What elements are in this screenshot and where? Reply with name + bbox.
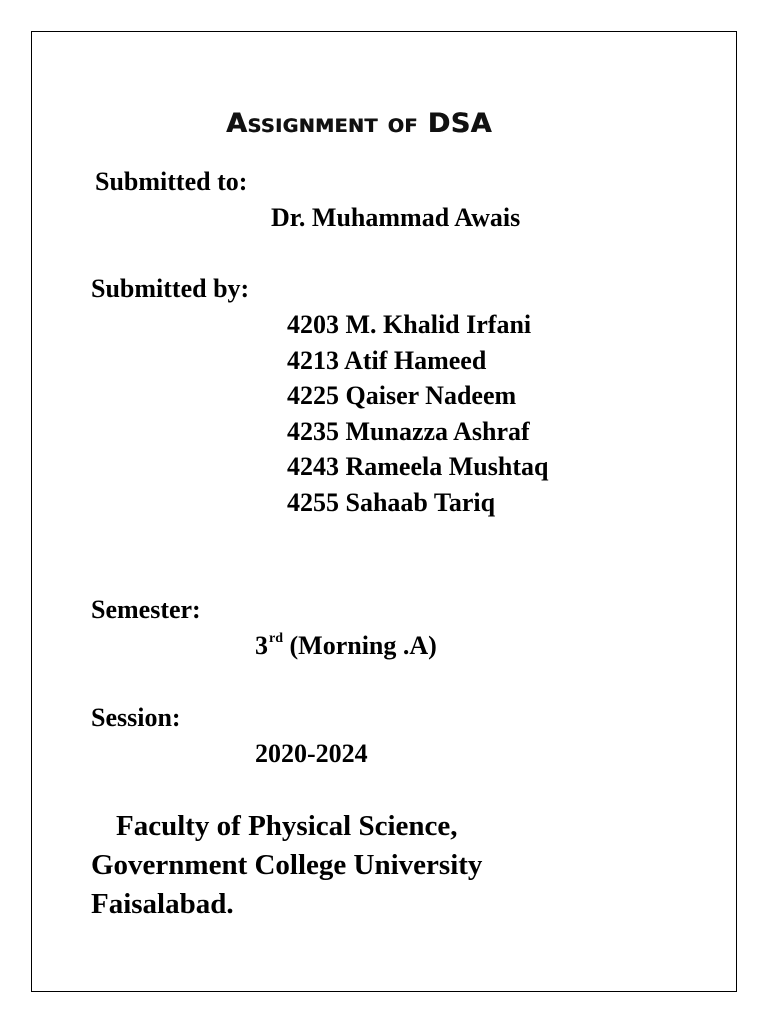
institution-line-2: Government College University [91,849,483,881]
semester-number: 3 [255,631,268,660]
semester-detail: (Morning .A) [283,631,437,660]
supervisor-name: Dr. Muhammad Awais [271,203,521,232]
member-list [287,307,548,520]
submitted-to-label: Submitted to: [95,167,248,196]
list-item: 4255 Sahaab Tariq [287,487,496,517]
session-label: Session: [91,703,181,732]
document-title: Assignment of DSA [226,108,492,139]
semester-ordinal-suffix: rd [269,631,283,646]
list-item: 4235 Munazza Ashraf [287,416,530,446]
list-item: 4225 Qaiser Nadeem [287,381,517,410]
institution-line-3: Faisalabad. [91,888,234,920]
semester-value [255,631,437,661]
list-item: 4213 Atif Hameed [287,345,487,375]
session-value: 2020-2024 [255,739,368,768]
institution-block [91,807,482,924]
submitted-by-label: Submitted by: [91,274,250,303]
institution-line-1: Faculty of Physical Science, [116,810,458,842]
list-item: 4203 M. Khalid Irfani [287,310,532,339]
list-item: 4243 Rameela Mushtaq [287,452,549,481]
semester-label: Semester: [91,595,201,624]
